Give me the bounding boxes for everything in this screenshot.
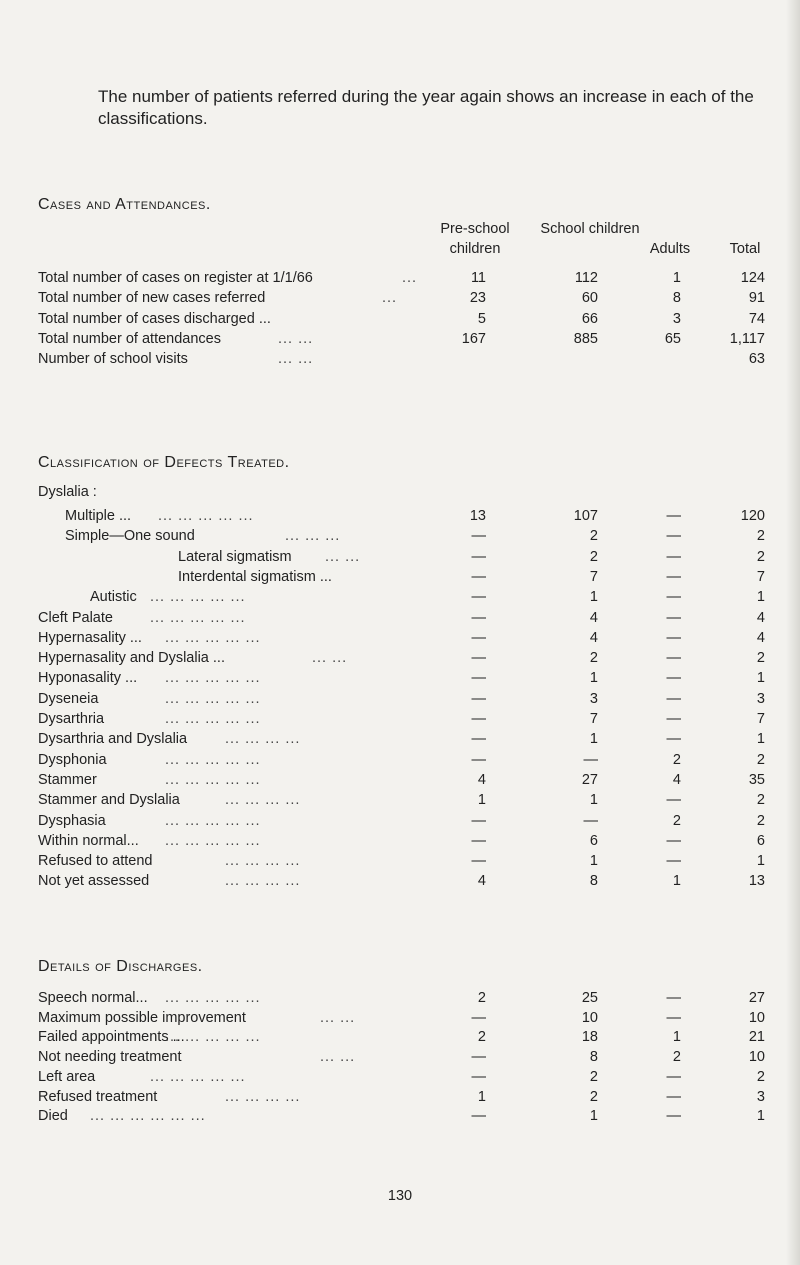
cell-adults: 1	[672, 1029, 681, 1046]
leader-dots: ... ... ... ...	[225, 1088, 301, 1105]
row-label: Dysphonia	[38, 751, 107, 768]
leader-dots: ... ... ... ...	[225, 731, 301, 748]
table-row	[0, 508, 800, 528]
table-row	[0, 691, 800, 711]
cell-pre-school: —	[471, 731, 486, 748]
table-row	[0, 1069, 800, 1089]
leader-dots: ... ... ... ...	[225, 792, 301, 809]
leader-dots: ... ... ... ... ...	[165, 751, 261, 768]
row-label: Left area	[38, 1068, 96, 1085]
cell-school: 1	[589, 792, 598, 809]
cell-total: 27	[748, 990, 765, 1006]
cell-total: 21	[748, 1029, 765, 1046]
cell-total: 2	[756, 650, 765, 667]
cell-total: 1	[756, 853, 765, 870]
cell-school: 107	[573, 508, 598, 524]
cell-pre-school: —	[471, 528, 486, 545]
table-row	[0, 1029, 800, 1049]
cell-pre-school: —	[471, 812, 486, 829]
table-row	[0, 752, 800, 772]
cell-total: 3	[756, 690, 765, 707]
row-label: Within normal...	[38, 832, 139, 849]
cell-pre-school: 11	[470, 270, 486, 286]
cell-adults: —	[666, 990, 681, 1006]
cell-pre-school: —	[471, 853, 486, 870]
leader-dots: ... ... ... ... ... ...	[90, 1108, 206, 1125]
cell-total: 2	[756, 751, 765, 768]
cell-school: 1	[589, 1108, 598, 1125]
cell-school: 1	[589, 670, 598, 687]
cell-total: 2	[756, 548, 765, 565]
cell-school: 25	[581, 990, 598, 1006]
cell-school: 4	[589, 609, 598, 626]
leader-dots: ... ... ... ... ...	[165, 690, 261, 707]
cell-school: 885	[573, 330, 598, 347]
cell-adults: —	[666, 568, 681, 585]
cell-pre-school: 1	[477, 792, 486, 809]
cell-adults: —	[666, 1088, 681, 1105]
cases-section-title: Cases and Attendances.	[38, 196, 211, 213]
cell-total: 1	[756, 670, 765, 687]
leader-dots: ... ... ...	[285, 528, 341, 545]
leader-dots: ... ...	[312, 650, 348, 667]
table-row	[0, 351, 800, 371]
cell-total: 13	[748, 873, 765, 890]
leader-dots: ... ... ... ... ...	[165, 711, 261, 727]
leader-dots: ... ... ... ... ...	[150, 1068, 246, 1085]
table-row	[0, 311, 800, 331]
cell-pre-school: 2	[477, 1029, 486, 1046]
table-row	[0, 873, 800, 893]
cell-total: 124	[740, 270, 765, 286]
table-row	[0, 331, 800, 351]
cell-total: 3	[756, 1088, 765, 1105]
table-row	[0, 528, 800, 548]
table-row	[0, 589, 800, 609]
table-row	[0, 1049, 800, 1069]
row-label: Dyseneia	[38, 690, 99, 707]
cell-adults: —	[666, 508, 681, 524]
cell-adults: 2	[672, 751, 681, 768]
cell-adults: —	[666, 792, 681, 809]
cell-adults: —	[666, 1068, 681, 1085]
row-label: Hypernasality and Dyslalia ...	[38, 650, 225, 667]
leader-dots: ... ... ... ... ...	[158, 508, 254, 524]
table-row	[0, 853, 800, 873]
table-row	[0, 731, 800, 751]
cell-adults: —	[666, 853, 681, 870]
cell-school: 66	[581, 310, 598, 327]
cell-total: 7	[756, 568, 765, 585]
table-row	[0, 833, 800, 853]
row-label: Speech normal...	[38, 990, 148, 1006]
page-number: 130	[387, 1188, 413, 1204]
row-label: Stammer	[38, 771, 97, 788]
table-row	[0, 630, 800, 650]
row-label: Hypernasality ...	[38, 629, 142, 646]
row-label: Failed appointments ...	[38, 1029, 185, 1046]
cell-school: 10	[581, 1009, 598, 1026]
cell-pre-school: —	[471, 548, 486, 565]
row-label: Autistic	[90, 589, 137, 606]
leader-dots: ... ... ... ... ...	[165, 990, 261, 1006]
table-row	[0, 670, 800, 690]
leader-dots: ... ...	[278, 351, 314, 368]
table-row	[0, 1089, 800, 1109]
cell-adults: —	[666, 1108, 681, 1125]
cell-total: 91	[748, 290, 765, 307]
row-label: Interdental sigmatism ...	[178, 568, 332, 585]
cell-pre-school: 167	[461, 330, 486, 347]
row-label: Refused treatment	[38, 1088, 158, 1105]
cell-total: 6	[756, 832, 765, 849]
cell-total: 2	[756, 812, 765, 829]
row-label: Lateral sigmatism	[178, 548, 292, 565]
cell-school: 2	[589, 548, 598, 565]
row-label: Dysarthria	[38, 711, 105, 727]
cell-adults: —	[666, 690, 681, 707]
cell-total: 1	[756, 589, 765, 606]
header-pre-school: Pre-school children	[440, 221, 510, 257]
cell-total: 10	[748, 1049, 765, 1066]
cell-pre-school: —	[471, 1108, 486, 1125]
leader-dots: ... ...	[320, 1009, 356, 1026]
cell-total: 10	[748, 1009, 765, 1026]
table-row	[0, 270, 800, 290]
cell-adults: —	[666, 528, 681, 545]
row-label: Hyponasality ...	[38, 670, 138, 687]
cell-adults: 1	[672, 873, 681, 890]
leader-dots: ...	[402, 270, 418, 286]
cell-school: 1	[589, 589, 598, 606]
cell-adults: —	[666, 1009, 681, 1026]
cell-total: 2	[756, 792, 765, 809]
leader-dots: ... ... ... ... ...	[165, 812, 261, 829]
cell-pre-school: 5	[477, 310, 486, 327]
cell-adults: —	[666, 589, 681, 606]
row-label: Not needing treatment	[38, 1049, 182, 1066]
header-total: Total	[729, 241, 761, 257]
cell-pre-school: 4	[477, 873, 486, 890]
cell-total: 4	[756, 609, 765, 626]
cell-school: 2	[589, 1088, 598, 1105]
leader-dots: ... ... ... ... ...	[165, 1029, 261, 1046]
table-row	[0, 990, 800, 1010]
row-label: Total number of cases discharged ...	[38, 310, 271, 327]
row-label: Dysphasia	[38, 812, 106, 829]
cell-adults: —	[666, 609, 681, 626]
cell-pre-school: —	[471, 832, 486, 849]
cell-school: —	[583, 812, 598, 829]
leader-dots: ... ... ... ... ...	[165, 771, 261, 788]
cell-school: 2	[589, 1068, 598, 1085]
intro-paragraph: The number of patients referred during the year again shows an increase in each of the classifications.	[98, 87, 754, 128]
row-label: Total number of cases on register at 1/1/66	[38, 270, 313, 286]
table-row	[0, 1010, 800, 1030]
cell-pre-school: —	[471, 609, 486, 626]
leader-dots: ... ...	[320, 1049, 356, 1066]
cell-adults: —	[666, 731, 681, 748]
header-adults: Adults	[649, 241, 691, 257]
table-row	[0, 650, 800, 670]
cell-pre-school: —	[471, 1009, 486, 1026]
leader-dots: ... ... ... ... ...	[150, 589, 246, 606]
cell-total: 1	[756, 731, 765, 748]
cell-school: 112	[574, 270, 598, 286]
classification-section-title: Classification of Defects Treated.	[38, 454, 290, 471]
cell-school: 1	[589, 853, 598, 870]
cell-school: 7	[589, 711, 598, 727]
cell-school: 8	[589, 1049, 598, 1066]
cell-adults: 65	[664, 330, 681, 347]
cell-pre-school: —	[471, 751, 486, 768]
row-label: Not yet assessed	[38, 873, 150, 890]
cell-total: 63	[748, 351, 765, 368]
cell-adults: —	[666, 670, 681, 687]
cell-total: 74	[748, 310, 765, 327]
table-row	[0, 772, 800, 792]
table-row	[0, 290, 800, 310]
row-label: Multiple ...	[65, 508, 132, 524]
table-row	[0, 569, 800, 589]
leader-dots: ... ... ... ...	[225, 853, 301, 870]
cell-adults: 3	[672, 310, 681, 327]
leader-dots: ... ...	[325, 548, 361, 565]
cell-pre-school: —	[471, 1049, 486, 1066]
cell-adults: 2	[672, 1049, 681, 1066]
cell-school: 60	[581, 290, 598, 307]
cell-adults: —	[666, 832, 681, 849]
cell-pre-school: —	[471, 670, 486, 687]
cell-adults: 4	[672, 771, 681, 788]
table-row	[0, 792, 800, 812]
cell-adults: —	[666, 711, 681, 727]
row-label: Number of school visits	[38, 351, 188, 368]
cell-total: 4	[756, 629, 765, 646]
header-school: School children	[540, 221, 640, 237]
cell-total: 1	[756, 1108, 765, 1125]
cell-pre-school: 4	[477, 771, 486, 788]
cell-pre-school: —	[471, 650, 486, 667]
cell-school: 3	[589, 690, 598, 707]
cell-school: 27	[581, 771, 598, 788]
table-row	[0, 813, 800, 833]
leader-dots: ... ... ... ... ...	[165, 832, 261, 849]
dyslalia-subheading: Dyslalia :	[38, 484, 97, 500]
table-row	[0, 1108, 800, 1128]
leader-dots: ... ... ... ...	[225, 873, 301, 890]
cell-total: 120	[740, 508, 765, 524]
cell-total: 2	[756, 1068, 765, 1085]
leader-dots: ... ...	[278, 330, 314, 347]
cell-school: 1	[589, 731, 598, 748]
row-label: Died	[38, 1108, 68, 1125]
row-label: Cleft Palate	[38, 609, 113, 626]
row-label: Stammer and Dyslalia	[38, 792, 180, 809]
table-row	[0, 610, 800, 630]
table-row	[0, 549, 800, 569]
cell-pre-school: —	[471, 711, 486, 727]
cell-school: 4	[589, 629, 598, 646]
cell-pre-school: 13	[469, 508, 486, 524]
row-label: Refused to attend	[38, 853, 153, 870]
row-label: Total number of attendances	[38, 330, 221, 347]
cell-school: 2	[589, 528, 598, 545]
cell-school: 18	[581, 1029, 598, 1046]
leader-dots: ... ... ... ... ...	[165, 629, 261, 646]
cell-pre-school: —	[471, 589, 486, 606]
cell-pre-school: 23	[469, 290, 486, 307]
cell-pre-school: 2	[477, 990, 486, 1006]
row-label: Dysarthria and Dyslalia	[38, 731, 188, 748]
row-label: Total number of new cases referred	[38, 290, 266, 307]
cell-total: 1,117	[729, 330, 765, 347]
cell-adults: 1	[672, 270, 681, 286]
row-label: Simple—One sound	[65, 528, 195, 545]
cell-adults: —	[666, 629, 681, 646]
cell-total: 2	[756, 528, 765, 545]
cell-school: 7	[589, 568, 598, 585]
cell-adults: —	[666, 650, 681, 667]
cell-adults: 8	[672, 290, 681, 307]
row-label: Maximum possible improvement	[38, 1009, 246, 1026]
leader-dots: ...	[382, 290, 398, 307]
cell-total: 35	[748, 771, 765, 788]
table-row	[0, 711, 800, 731]
cell-pre-school: 1	[477, 1088, 486, 1105]
cell-adults: —	[666, 548, 681, 565]
cell-school: 6	[589, 832, 598, 849]
cell-school: 2	[589, 650, 598, 667]
cell-total: 7	[756, 711, 765, 727]
cell-school: —	[583, 751, 598, 768]
cell-school: 8	[589, 873, 598, 890]
leader-dots: ... ... ... ... ...	[150, 609, 246, 626]
leader-dots: ... ... ... ... ...	[165, 670, 261, 687]
discharges-section-title: Details of Discharges.	[38, 958, 203, 975]
cell-pre-school: —	[471, 629, 486, 646]
cell-pre-school: —	[471, 690, 486, 707]
cell-adults: 2	[672, 812, 681, 829]
cell-pre-school: —	[471, 568, 486, 585]
cell-pre-school: —	[471, 1068, 486, 1085]
